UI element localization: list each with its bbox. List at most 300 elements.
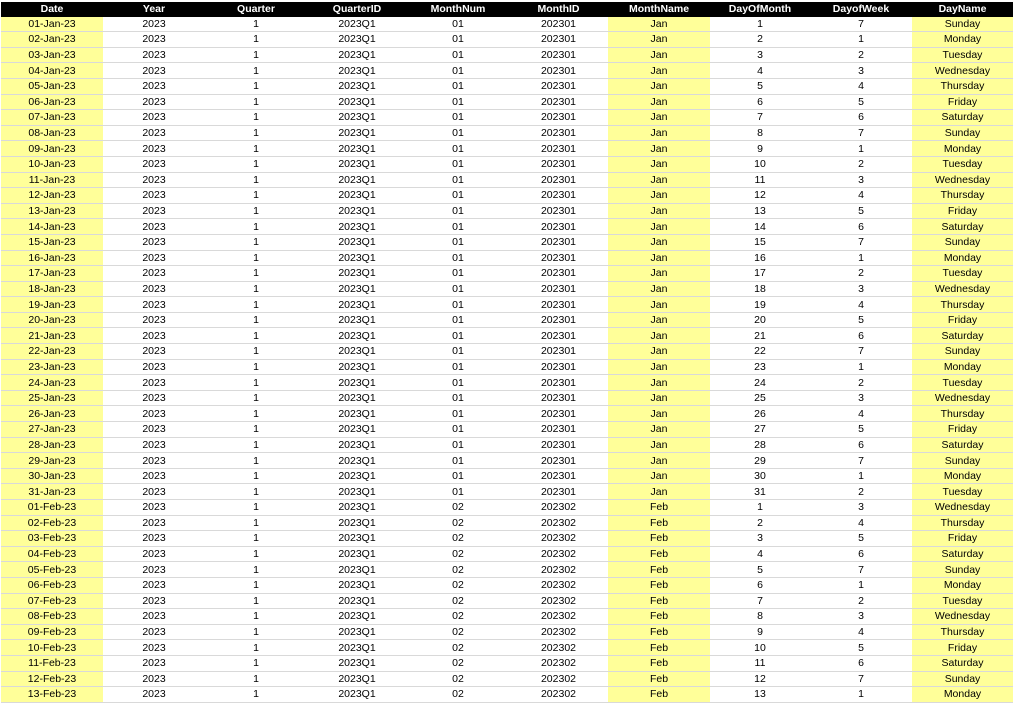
cell-dayname[interactable]: Friday bbox=[912, 640, 1013, 656]
cell-year[interactable]: 2023 bbox=[103, 17, 205, 32]
cell-year[interactable]: 2023 bbox=[103, 453, 205, 469]
cell-year[interactable]: 2023 bbox=[103, 609, 205, 625]
cell-monthid[interactable]: 202301 bbox=[509, 375, 608, 391]
cell-quarter[interactable]: 1 bbox=[205, 47, 307, 63]
cell-year[interactable]: 2023 bbox=[103, 281, 205, 297]
cell-monthnum[interactable]: 02 bbox=[407, 546, 509, 562]
cell-year[interactable]: 2023 bbox=[103, 359, 205, 375]
cell-quarter[interactable]: 1 bbox=[205, 671, 307, 687]
cell-monthname[interactable]: Feb bbox=[608, 562, 710, 578]
cell-monthid[interactable]: 202301 bbox=[509, 234, 608, 250]
cell-date[interactable]: 09-Jan-23 bbox=[1, 141, 103, 157]
cell-monthid[interactable]: 202302 bbox=[509, 687, 608, 703]
cell-monthnum[interactable]: 02 bbox=[407, 593, 509, 609]
cell-monthid[interactable]: 202301 bbox=[509, 78, 608, 94]
cell-quarterid[interactable]: 2023Q1 bbox=[307, 250, 407, 266]
cell-monthid[interactable]: 202301 bbox=[509, 468, 608, 484]
cell-dayname[interactable]: Wednesday bbox=[912, 281, 1013, 297]
cell-dayofweek[interactable]: 3 bbox=[810, 609, 912, 625]
cell-year[interactable]: 2023 bbox=[103, 624, 205, 640]
cell-year[interactable]: 2023 bbox=[103, 422, 205, 438]
cell-quarterid[interactable]: 2023Q1 bbox=[307, 687, 407, 703]
cell-monthid[interactable]: 202301 bbox=[509, 266, 608, 282]
cell-dayofweek[interactable]: 2 bbox=[810, 266, 912, 282]
cell-year[interactable]: 2023 bbox=[103, 219, 205, 235]
cell-quarterid[interactable]: 2023Q1 bbox=[307, 63, 407, 79]
cell-quarterid[interactable]: 2023Q1 bbox=[307, 219, 407, 235]
cell-monthname[interactable]: Feb bbox=[608, 515, 710, 531]
cell-monthname[interactable]: Jan bbox=[608, 172, 710, 188]
cell-date[interactable]: 03-Feb-23 bbox=[1, 531, 103, 547]
cell-dayofweek[interactable]: 1 bbox=[810, 32, 912, 48]
cell-dayofmonth[interactable]: 13 bbox=[710, 203, 810, 219]
cell-monthnum[interactable]: 01 bbox=[407, 422, 509, 438]
cell-year[interactable]: 2023 bbox=[103, 78, 205, 94]
cell-dayname[interactable]: Wednesday bbox=[912, 500, 1013, 516]
cell-dayofweek[interactable]: 1 bbox=[810, 250, 912, 266]
cell-quarter[interactable]: 1 bbox=[205, 172, 307, 188]
cell-monthname[interactable]: Jan bbox=[608, 110, 710, 126]
cell-monthnum[interactable]: 01 bbox=[407, 297, 509, 313]
cell-quarterid[interactable]: 2023Q1 bbox=[307, 624, 407, 640]
cell-quarterid[interactable]: 2023Q1 bbox=[307, 188, 407, 204]
cell-date[interactable]: 25-Jan-23 bbox=[1, 390, 103, 406]
cell-quarterid[interactable]: 2023Q1 bbox=[307, 110, 407, 126]
cell-dayname[interactable]: Saturday bbox=[912, 546, 1013, 562]
cell-monthid[interactable]: 202301 bbox=[509, 156, 608, 172]
cell-dayofmonth[interactable]: 26 bbox=[710, 406, 810, 422]
cell-year[interactable]: 2023 bbox=[103, 172, 205, 188]
cell-dayofmonth[interactable]: 13 bbox=[710, 687, 810, 703]
cell-dayofmonth[interactable]: 3 bbox=[710, 47, 810, 63]
cell-year[interactable]: 2023 bbox=[103, 577, 205, 593]
cell-dayofweek[interactable]: 6 bbox=[810, 110, 912, 126]
cell-quarterid[interactable]: 2023Q1 bbox=[307, 297, 407, 313]
cell-dayofmonth[interactable]: 27 bbox=[710, 422, 810, 438]
cell-dayofweek[interactable]: 7 bbox=[810, 453, 912, 469]
cell-date[interactable]: 31-Jan-23 bbox=[1, 484, 103, 500]
cell-monthid[interactable]: 202302 bbox=[509, 562, 608, 578]
cell-year[interactable]: 2023 bbox=[103, 32, 205, 48]
cell-dayname[interactable]: Saturday bbox=[912, 655, 1013, 671]
cell-year[interactable]: 2023 bbox=[103, 562, 205, 578]
cell-dayofweek[interactable]: 7 bbox=[810, 17, 912, 32]
cell-monthnum[interactable]: 01 bbox=[407, 94, 509, 110]
cell-quarterid[interactable]: 2023Q1 bbox=[307, 422, 407, 438]
cell-monthnum[interactable]: 01 bbox=[407, 281, 509, 297]
cell-dayname[interactable]: Monday bbox=[912, 250, 1013, 266]
cell-dayofweek[interactable]: 3 bbox=[810, 390, 912, 406]
cell-dayofmonth[interactable]: 1 bbox=[710, 500, 810, 516]
cell-dayofweek[interactable]: 7 bbox=[810, 125, 912, 141]
cell-year[interactable]: 2023 bbox=[103, 546, 205, 562]
cell-monthid[interactable]: 202302 bbox=[509, 593, 608, 609]
cell-monthnum[interactable]: 02 bbox=[407, 624, 509, 640]
cell-monthid[interactable]: 202302 bbox=[509, 515, 608, 531]
cell-quarterid[interactable]: 2023Q1 bbox=[307, 156, 407, 172]
cell-year[interactable]: 2023 bbox=[103, 406, 205, 422]
cell-quarterid[interactable]: 2023Q1 bbox=[307, 655, 407, 671]
cell-date[interactable]: 13-Feb-23 bbox=[1, 687, 103, 703]
cell-monthid[interactable]: 202301 bbox=[509, 47, 608, 63]
cell-quarter[interactable]: 1 bbox=[205, 593, 307, 609]
cell-date[interactable]: 19-Jan-23 bbox=[1, 297, 103, 313]
cell-date[interactable]: 02-Jan-23 bbox=[1, 32, 103, 48]
cell-date[interactable]: 14-Jan-23 bbox=[1, 219, 103, 235]
cell-dayofmonth[interactable]: 10 bbox=[710, 640, 810, 656]
cell-monthnum[interactable]: 01 bbox=[407, 17, 509, 32]
cell-quarterid[interactable]: 2023Q1 bbox=[307, 468, 407, 484]
cell-monthid[interactable]: 202301 bbox=[509, 328, 608, 344]
cell-monthname[interactable]: Feb bbox=[608, 671, 710, 687]
cell-monthnum[interactable]: 01 bbox=[407, 406, 509, 422]
cell-dayofweek[interactable]: 6 bbox=[810, 328, 912, 344]
cell-dayname[interactable]: Saturday bbox=[912, 219, 1013, 235]
cell-dayname[interactable]: Wednesday bbox=[912, 390, 1013, 406]
column-header-dayname[interactable]: DayName bbox=[912, 2, 1013, 17]
cell-monthnum[interactable]: 01 bbox=[407, 63, 509, 79]
cell-dayname[interactable]: Sunday bbox=[912, 453, 1013, 469]
cell-monthname[interactable]: Jan bbox=[608, 344, 710, 360]
cell-dayname[interactable]: Monday bbox=[912, 141, 1013, 157]
cell-quarter[interactable]: 1 bbox=[205, 156, 307, 172]
cell-monthnum[interactable]: 01 bbox=[407, 375, 509, 391]
cell-dayofmonth[interactable]: 5 bbox=[710, 562, 810, 578]
cell-monthname[interactable]: Jan bbox=[608, 281, 710, 297]
cell-monthname[interactable]: Jan bbox=[608, 437, 710, 453]
cell-monthid[interactable]: 202301 bbox=[509, 203, 608, 219]
cell-dayname[interactable]: Thursday bbox=[912, 78, 1013, 94]
column-header-quarterid[interactable]: QuarterID bbox=[307, 2, 407, 17]
cell-dayofmonth[interactable]: 25 bbox=[710, 390, 810, 406]
cell-dayname[interactable]: Monday bbox=[912, 577, 1013, 593]
cell-quarter[interactable]: 1 bbox=[205, 531, 307, 547]
cell-quarter[interactable]: 1 bbox=[205, 219, 307, 235]
cell-monthname[interactable]: Jan bbox=[608, 250, 710, 266]
cell-monthnum[interactable]: 01 bbox=[407, 78, 509, 94]
cell-year[interactable]: 2023 bbox=[103, 500, 205, 516]
cell-monthid[interactable]: 202301 bbox=[509, 110, 608, 126]
cell-date[interactable]: 10-Feb-23 bbox=[1, 640, 103, 656]
cell-year[interactable]: 2023 bbox=[103, 297, 205, 313]
cell-dayofweek[interactable]: 1 bbox=[810, 141, 912, 157]
cell-dayofmonth[interactable]: 4 bbox=[710, 546, 810, 562]
cell-monthid[interactable]: 202301 bbox=[509, 297, 608, 313]
cell-monthid[interactable]: 202301 bbox=[509, 141, 608, 157]
cell-dayname[interactable]: Friday bbox=[912, 94, 1013, 110]
cell-quarterid[interactable]: 2023Q1 bbox=[307, 515, 407, 531]
cell-monthid[interactable]: 202301 bbox=[509, 17, 608, 32]
cell-year[interactable]: 2023 bbox=[103, 250, 205, 266]
cell-quarter[interactable]: 1 bbox=[205, 406, 307, 422]
cell-year[interactable]: 2023 bbox=[103, 266, 205, 282]
cell-monthid[interactable]: 202301 bbox=[509, 453, 608, 469]
cell-year[interactable]: 2023 bbox=[103, 671, 205, 687]
cell-dayofmonth[interactable]: 15 bbox=[710, 234, 810, 250]
cell-monthnum[interactable]: 02 bbox=[407, 500, 509, 516]
cell-monthname[interactable]: Jan bbox=[608, 406, 710, 422]
cell-dayofweek[interactable]: 1 bbox=[810, 577, 912, 593]
cell-quarterid[interactable]: 2023Q1 bbox=[307, 640, 407, 656]
cell-dayofweek[interactable]: 5 bbox=[810, 531, 912, 547]
cell-date[interactable]: 28-Jan-23 bbox=[1, 437, 103, 453]
cell-dayname[interactable]: Saturday bbox=[912, 328, 1013, 344]
cell-year[interactable]: 2023 bbox=[103, 234, 205, 250]
cell-monthname[interactable]: Feb bbox=[608, 531, 710, 547]
cell-monthid[interactable]: 202302 bbox=[509, 531, 608, 547]
cell-date[interactable]: 13-Jan-23 bbox=[1, 203, 103, 219]
cell-monthnum[interactable]: 02 bbox=[407, 655, 509, 671]
cell-date[interactable]: 04-Jan-23 bbox=[1, 63, 103, 79]
cell-monthnum[interactable]: 01 bbox=[407, 219, 509, 235]
cell-dayofmonth[interactable]: 23 bbox=[710, 359, 810, 375]
cell-monthname[interactable]: Jan bbox=[608, 390, 710, 406]
cell-year[interactable]: 2023 bbox=[103, 188, 205, 204]
cell-dayofweek[interactable]: 2 bbox=[810, 484, 912, 500]
cell-monthnum[interactable]: 01 bbox=[407, 203, 509, 219]
cell-monthnum[interactable]: 01 bbox=[407, 484, 509, 500]
cell-dayofweek[interactable]: 5 bbox=[810, 422, 912, 438]
cell-dayname[interactable]: Thursday bbox=[912, 406, 1013, 422]
cell-quarter[interactable]: 1 bbox=[205, 484, 307, 500]
cell-monthnum[interactable]: 02 bbox=[407, 577, 509, 593]
cell-dayname[interactable]: Wednesday bbox=[912, 63, 1013, 79]
cell-dayofweek[interactable]: 5 bbox=[810, 312, 912, 328]
cell-date[interactable]: 01-Feb-23 bbox=[1, 500, 103, 516]
cell-monthid[interactable]: 202301 bbox=[509, 359, 608, 375]
cell-quarter[interactable]: 1 bbox=[205, 453, 307, 469]
cell-monthnum[interactable]: 01 bbox=[407, 437, 509, 453]
cell-quarterid[interactable]: 2023Q1 bbox=[307, 312, 407, 328]
cell-dayofmonth[interactable]: 12 bbox=[710, 671, 810, 687]
cell-dayname[interactable]: Thursday bbox=[912, 515, 1013, 531]
cell-date[interactable]: 09-Feb-23 bbox=[1, 624, 103, 640]
cell-quarter[interactable]: 1 bbox=[205, 32, 307, 48]
cell-monthname[interactable]: Feb bbox=[608, 500, 710, 516]
cell-monthid[interactable]: 202302 bbox=[509, 500, 608, 516]
cell-quarterid[interactable]: 2023Q1 bbox=[307, 94, 407, 110]
cell-monthid[interactable]: 202302 bbox=[509, 624, 608, 640]
cell-quarter[interactable]: 1 bbox=[205, 297, 307, 313]
cell-monthid[interactable]: 202302 bbox=[509, 609, 608, 625]
cell-dayofweek[interactable]: 5 bbox=[810, 640, 912, 656]
cell-dayofweek[interactable]: 7 bbox=[810, 562, 912, 578]
cell-date[interactable]: 04-Feb-23 bbox=[1, 546, 103, 562]
cell-year[interactable]: 2023 bbox=[103, 125, 205, 141]
cell-quarterid[interactable]: 2023Q1 bbox=[307, 47, 407, 63]
cell-dayofweek[interactable]: 5 bbox=[810, 94, 912, 110]
cell-dayofmonth[interactable]: 8 bbox=[710, 125, 810, 141]
cell-dayofweek[interactable]: 4 bbox=[810, 297, 912, 313]
cell-dayofweek[interactable]: 4 bbox=[810, 78, 912, 94]
cell-dayofweek[interactable]: 6 bbox=[810, 655, 912, 671]
cell-dayofmonth[interactable]: 18 bbox=[710, 281, 810, 297]
cell-date[interactable]: 16-Jan-23 bbox=[1, 250, 103, 266]
cell-quarter[interactable]: 1 bbox=[205, 655, 307, 671]
cell-quarter[interactable]: 1 bbox=[205, 437, 307, 453]
cell-quarterid[interactable]: 2023Q1 bbox=[307, 562, 407, 578]
cell-dayofmonth[interactable]: 21 bbox=[710, 328, 810, 344]
cell-date[interactable]: 12-Jan-23 bbox=[1, 188, 103, 204]
cell-dayofmonth[interactable]: 9 bbox=[710, 141, 810, 157]
cell-dayname[interactable]: Sunday bbox=[912, 234, 1013, 250]
cell-year[interactable]: 2023 bbox=[103, 468, 205, 484]
cell-dayofmonth[interactable]: 3 bbox=[710, 531, 810, 547]
cell-year[interactable]: 2023 bbox=[103, 640, 205, 656]
cell-quarterid[interactable]: 2023Q1 bbox=[307, 390, 407, 406]
cell-quarter[interactable]: 1 bbox=[205, 203, 307, 219]
cell-monthname[interactable]: Jan bbox=[608, 422, 710, 438]
column-header-dayofmonth[interactable]: DayOfMonth bbox=[710, 2, 810, 17]
cell-monthnum[interactable]: 02 bbox=[407, 640, 509, 656]
cell-dayofmonth[interactable]: 14 bbox=[710, 219, 810, 235]
cell-dayname[interactable]: Sunday bbox=[912, 344, 1013, 360]
cell-monthname[interactable]: Jan bbox=[608, 203, 710, 219]
cell-date[interactable]: 11-Jan-23 bbox=[1, 172, 103, 188]
cell-monthname[interactable]: Feb bbox=[608, 546, 710, 562]
cell-date[interactable]: 24-Jan-23 bbox=[1, 375, 103, 391]
cell-quarterid[interactable]: 2023Q1 bbox=[307, 266, 407, 282]
cell-dayofmonth[interactable]: 7 bbox=[710, 110, 810, 126]
cell-quarterid[interactable]: 2023Q1 bbox=[307, 406, 407, 422]
cell-monthname[interactable]: Jan bbox=[608, 63, 710, 79]
cell-monthname[interactable]: Jan bbox=[608, 188, 710, 204]
cell-monthname[interactable]: Jan bbox=[608, 234, 710, 250]
cell-monthname[interactable]: Jan bbox=[608, 125, 710, 141]
cell-dayname[interactable]: Monday bbox=[912, 32, 1013, 48]
cell-monthnum[interactable]: 02 bbox=[407, 671, 509, 687]
cell-dayofmonth[interactable]: 7 bbox=[710, 593, 810, 609]
cell-monthname[interactable]: Jan bbox=[608, 312, 710, 328]
column-header-monthnum[interactable]: MonthNum bbox=[407, 2, 509, 17]
cell-monthid[interactable]: 202301 bbox=[509, 63, 608, 79]
cell-dayofmonth[interactable]: 10 bbox=[710, 156, 810, 172]
cell-dayname[interactable]: Thursday bbox=[912, 188, 1013, 204]
cell-monthname[interactable]: Jan bbox=[608, 453, 710, 469]
cell-dayofweek[interactable]: 3 bbox=[810, 281, 912, 297]
cell-monthnum[interactable]: 01 bbox=[407, 266, 509, 282]
cell-quarter[interactable]: 1 bbox=[205, 640, 307, 656]
cell-dayofweek[interactable]: 7 bbox=[810, 344, 912, 360]
cell-dayofweek[interactable]: 2 bbox=[810, 47, 912, 63]
cell-monthid[interactable]: 202301 bbox=[509, 344, 608, 360]
cell-quarter[interactable]: 1 bbox=[205, 281, 307, 297]
cell-quarterid[interactable]: 2023Q1 bbox=[307, 531, 407, 547]
cell-quarterid[interactable]: 2023Q1 bbox=[307, 671, 407, 687]
cell-dayofmonth[interactable]: 8 bbox=[710, 609, 810, 625]
cell-dayofweek[interactable]: 7 bbox=[810, 671, 912, 687]
cell-monthnum[interactable]: 01 bbox=[407, 47, 509, 63]
cell-year[interactable]: 2023 bbox=[103, 515, 205, 531]
cell-monthnum[interactable]: 01 bbox=[407, 250, 509, 266]
cell-dayname[interactable]: Sunday bbox=[912, 17, 1013, 32]
cell-dayname[interactable]: Tuesday bbox=[912, 484, 1013, 500]
cell-monthname[interactable]: Feb bbox=[608, 624, 710, 640]
cell-dayofweek[interactable]: 1 bbox=[810, 687, 912, 703]
cell-year[interactable]: 2023 bbox=[103, 687, 205, 703]
cell-monthid[interactable]: 202301 bbox=[509, 172, 608, 188]
cell-quarter[interactable]: 1 bbox=[205, 94, 307, 110]
cell-date[interactable]: 22-Jan-23 bbox=[1, 344, 103, 360]
cell-monthname[interactable]: Feb bbox=[608, 655, 710, 671]
cell-monthnum[interactable]: 01 bbox=[407, 110, 509, 126]
cell-dayofweek[interactable]: 3 bbox=[810, 172, 912, 188]
cell-monthname[interactable]: Jan bbox=[608, 359, 710, 375]
cell-quarter[interactable]: 1 bbox=[205, 78, 307, 94]
cell-dayname[interactable]: Monday bbox=[912, 468, 1013, 484]
cell-quarterid[interactable]: 2023Q1 bbox=[307, 359, 407, 375]
cell-date[interactable]: 10-Jan-23 bbox=[1, 156, 103, 172]
cell-dayofweek[interactable]: 7 bbox=[810, 234, 912, 250]
cell-quarterid[interactable]: 2023Q1 bbox=[307, 32, 407, 48]
cell-date[interactable]: 07-Feb-23 bbox=[1, 593, 103, 609]
cell-quarter[interactable]: 1 bbox=[205, 359, 307, 375]
cell-date[interactable]: 08-Feb-23 bbox=[1, 609, 103, 625]
cell-quarter[interactable]: 1 bbox=[205, 328, 307, 344]
cell-dayofmonth[interactable]: 19 bbox=[710, 297, 810, 313]
cell-date[interactable]: 23-Jan-23 bbox=[1, 359, 103, 375]
cell-date[interactable]: 12-Feb-23 bbox=[1, 671, 103, 687]
cell-quarter[interactable]: 1 bbox=[205, 110, 307, 126]
cell-quarter[interactable]: 1 bbox=[205, 312, 307, 328]
cell-dayofweek[interactable]: 4 bbox=[810, 188, 912, 204]
cell-dayname[interactable]: Friday bbox=[912, 312, 1013, 328]
column-header-year[interactable]: Year bbox=[103, 2, 205, 17]
cell-quarter[interactable]: 1 bbox=[205, 234, 307, 250]
cell-dayofmonth[interactable]: 4 bbox=[710, 63, 810, 79]
cell-monthnum[interactable]: 01 bbox=[407, 359, 509, 375]
cell-dayname[interactable]: Friday bbox=[912, 422, 1013, 438]
cell-quarter[interactable]: 1 bbox=[205, 125, 307, 141]
cell-monthid[interactable]: 202302 bbox=[509, 577, 608, 593]
cell-quarterid[interactable]: 2023Q1 bbox=[307, 375, 407, 391]
cell-dayofmonth[interactable]: 2 bbox=[710, 515, 810, 531]
cell-monthnum[interactable]: 02 bbox=[407, 562, 509, 578]
cell-dayname[interactable]: Wednesday bbox=[912, 172, 1013, 188]
cell-monthnum[interactable]: 01 bbox=[407, 172, 509, 188]
cell-quarterid[interactable]: 2023Q1 bbox=[307, 577, 407, 593]
cell-year[interactable]: 2023 bbox=[103, 344, 205, 360]
column-header-dayofweek[interactable]: DayofWeek bbox=[810, 2, 912, 17]
cell-monthnum[interactable]: 01 bbox=[407, 32, 509, 48]
cell-dayofweek[interactable]: 6 bbox=[810, 219, 912, 235]
cell-dayofweek[interactable]: 4 bbox=[810, 624, 912, 640]
cell-monthnum[interactable]: 01 bbox=[407, 344, 509, 360]
cell-date[interactable]: 15-Jan-23 bbox=[1, 234, 103, 250]
cell-dayofweek[interactable]: 4 bbox=[810, 406, 912, 422]
cell-monthid[interactable]: 202301 bbox=[509, 312, 608, 328]
cell-year[interactable]: 2023 bbox=[103, 375, 205, 391]
cell-quarter[interactable]: 1 bbox=[205, 687, 307, 703]
cell-quarter[interactable]: 1 bbox=[205, 515, 307, 531]
cell-dayofweek[interactable]: 3 bbox=[810, 500, 912, 516]
cell-quarter[interactable]: 1 bbox=[205, 500, 307, 516]
cell-dayofmonth[interactable]: 11 bbox=[710, 655, 810, 671]
cell-dayofmonth[interactable]: 5 bbox=[710, 78, 810, 94]
cell-monthname[interactable]: Feb bbox=[608, 640, 710, 656]
cell-dayofweek[interactable]: 2 bbox=[810, 156, 912, 172]
cell-year[interactable]: 2023 bbox=[103, 94, 205, 110]
cell-quarterid[interactable]: 2023Q1 bbox=[307, 125, 407, 141]
cell-monthid[interactable]: 202302 bbox=[509, 671, 608, 687]
cell-date[interactable]: 18-Jan-23 bbox=[1, 281, 103, 297]
cell-dayname[interactable]: Tuesday bbox=[912, 47, 1013, 63]
column-header-date[interactable]: Date bbox=[1, 2, 103, 17]
cell-monthname[interactable]: Jan bbox=[608, 468, 710, 484]
cell-dayofmonth[interactable]: 2 bbox=[710, 32, 810, 48]
cell-monthid[interactable]: 202301 bbox=[509, 390, 608, 406]
cell-dayname[interactable]: Thursday bbox=[912, 297, 1013, 313]
